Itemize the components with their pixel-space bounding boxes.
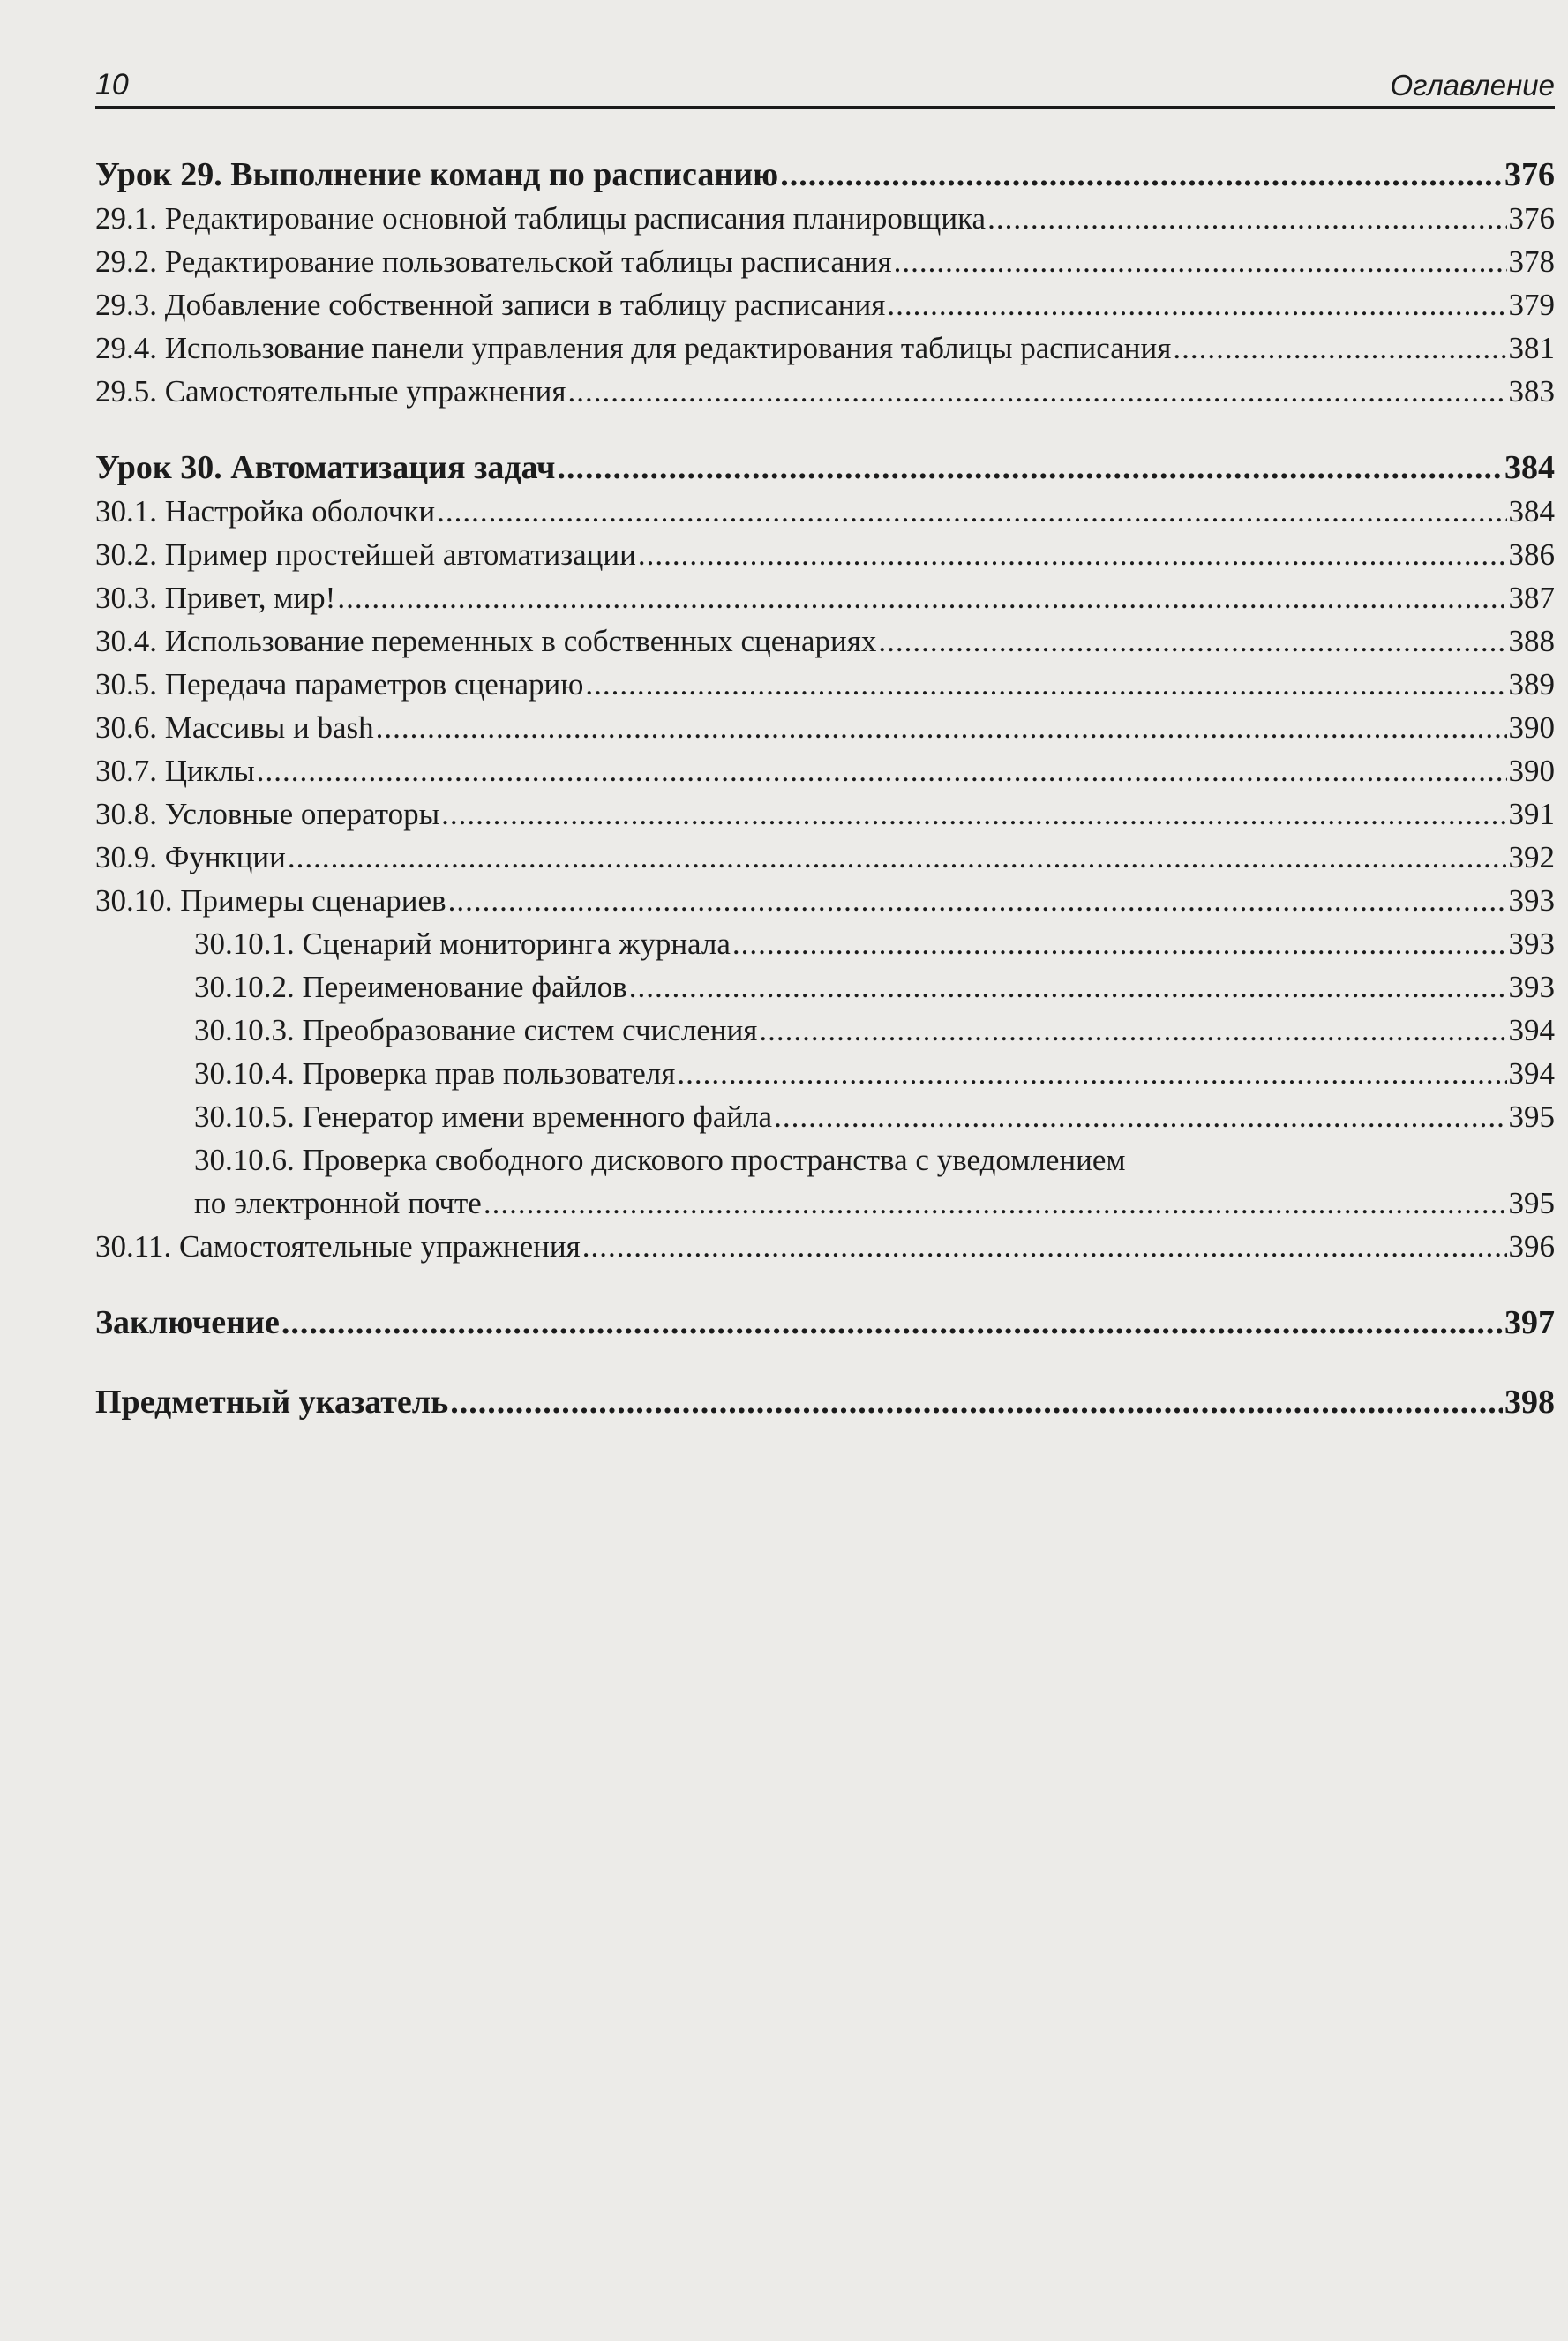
toc-entry-page: 376 [1504, 156, 1555, 193]
leader-dots [638, 536, 1507, 574]
toc-entry-page: 386 [1508, 537, 1555, 572]
toc-entry-page: 390 [1508, 710, 1555, 745]
leader-dots [568, 372, 1507, 411]
toc-entry-29-3[interactable] [95, 286, 1555, 325]
leader-dots [887, 286, 1506, 325]
toc-entry-page: 381 [1508, 331, 1555, 365]
leader-dots [780, 155, 1503, 194]
toc-entry-title: Заключение [95, 1304, 280, 1341]
toc-entry-30-11[interactable] [95, 1227, 1555, 1266]
toc-entry-page: 392 [1508, 840, 1555, 874]
toc-conclusion[interactable] [95, 1303, 1555, 1342]
leader-dots [774, 1098, 1506, 1137]
toc-entry-29-2[interactable] [95, 243, 1555, 281]
toc-entry-page: 387 [1508, 581, 1555, 615]
leader-dots [484, 1184, 1507, 1223]
toc-entry-page: 383 [1508, 374, 1555, 409]
toc-entry-page: 379 [1508, 288, 1555, 322]
toc-entry-title: 30.4. Использование переменных в собственных сценариях [95, 624, 877, 658]
toc-entry-30-10-3[interactable] [194, 1011, 1555, 1050]
toc-entry-title: 29.4. Использование панели управления для редактирования таблицы расписания [95, 331, 1172, 365]
page-header [95, 55, 1555, 109]
toc-entry-title: 29.5. Самостоятельные упражнения [95, 374, 566, 409]
leader-dots [448, 882, 1507, 920]
toc-entry-title: 30.8. Условные операторы [95, 797, 440, 831]
toc-subject-index[interactable] [95, 1383, 1555, 1422]
toc-entry-page: 378 [1508, 244, 1555, 279]
leader-dots [337, 579, 1506, 618]
toc-entry-30-7[interactable] [95, 752, 1555, 791]
toc-entry-page: 398 [1504, 1384, 1555, 1421]
toc-entry-29-5[interactable] [95, 372, 1555, 411]
leader-dots [437, 492, 1506, 531]
toc-entry-page: 396 [1508, 1229, 1555, 1264]
toc-entry-30-8[interactable] [95, 795, 1555, 834]
running-title: Оглавление [1390, 69, 1555, 101]
toc-entry-title: Урок 30. Автоматизация задач [95, 449, 556, 486]
leader-dots [585, 665, 1506, 704]
toc-entry-30-1[interactable] [95, 492, 1555, 531]
toc-entry-30-2[interactable] [95, 536, 1555, 574]
toc-entry-page: 390 [1508, 754, 1555, 788]
toc-entry-30-9[interactable] [95, 838, 1555, 877]
toc-entry-page: 384 [1504, 449, 1555, 486]
leader-dots [441, 795, 1506, 834]
toc-entry-title: 30.10.4. Проверка прав пользователя [194, 1056, 676, 1091]
toc-entry-title: 30.10.3. Преобразование систем счисления [194, 1013, 758, 1047]
leader-dots [376, 709, 1507, 747]
leader-dots [257, 752, 1507, 791]
toc-entry-page: 393 [1508, 883, 1555, 918]
toc-entry-29-4[interactable] [95, 329, 1555, 368]
toc-entry-30-5[interactable] [95, 665, 1555, 704]
toc-entry-page: 389 [1508, 667, 1555, 702]
toc-entry-29-1[interactable] [95, 199, 1555, 238]
toc-entry-title: 29.3. Добавление собственной записи в таблицу расписания [95, 288, 886, 322]
leader-dots [281, 1303, 1503, 1342]
toc-entry-page: 397 [1504, 1304, 1555, 1341]
leader-dots [759, 1011, 1506, 1050]
toc-entry-30-3[interactable] [95, 579, 1555, 618]
toc-entry-30-6[interactable] [95, 709, 1555, 747]
leader-dots [732, 925, 1507, 964]
leader-dots [677, 1054, 1506, 1093]
toc-entry-title: 30.6. Массивы и bash [95, 710, 374, 745]
leader-dots [1173, 329, 1506, 368]
toc-entry-page: 394 [1508, 1056, 1555, 1091]
toc-entry-title: 30.9. Функции [95, 840, 286, 874]
toc-entry-page: 384 [1508, 494, 1555, 529]
toc-entry-title: 30.11. Самостоятельные упражнения [95, 1229, 581, 1264]
leader-dots [450, 1383, 1503, 1422]
toc-entry-title: 30.5. Передача параметров сценарию [95, 667, 584, 702]
toc-lesson-30[interactable] [95, 448, 1555, 487]
toc-entry-30-10-6-line1[interactable]: 30.10.6. Проверка свободного дискового пространства с уведомлением [194, 1143, 1126, 1177]
toc-entry-page: 395 [1508, 1186, 1555, 1220]
toc-entry-title: Урок 29. Выполнение команд по расписанию [95, 156, 779, 193]
toc-entry-title: 29.2. Редактирование пользовательской таблицы расписания [95, 244, 892, 279]
toc-entry-page: 395 [1508, 1099, 1555, 1134]
toc-entry-title: 30.10. Примеры сценариев [95, 883, 446, 918]
leader-dots [987, 199, 1506, 238]
toc-entry-title: 30.1. Настройка оболочки [95, 494, 436, 529]
toc-entry-30-4[interactable] [95, 622, 1555, 661]
toc-entry-page: 391 [1508, 797, 1555, 831]
toc-entry-30-10-6[interactable] [194, 1184, 1555, 1223]
toc-entry-30-10-2[interactable] [194, 968, 1555, 1007]
toc-entry-30-10-4[interactable] [194, 1054, 1555, 1093]
leader-dots [582, 1227, 1507, 1266]
toc-entry-30-10[interactable] [95, 882, 1555, 920]
toc-entry-title: по электронной почте [194, 1186, 482, 1220]
toc-entry-page: 393 [1508, 927, 1555, 961]
toc-entry-title: 30.10.2. Переименование файлов [194, 970, 627, 1004]
toc-entry-30-10-1[interactable] [194, 925, 1555, 964]
leader-dots [894, 243, 1507, 281]
toc-entry-page: 393 [1508, 970, 1555, 1004]
toc-entry-title: 30.7. Циклы [95, 754, 255, 788]
toc-entry-title: 30.3. Привет, мир! [95, 581, 336, 615]
toc-entry-page: 394 [1508, 1013, 1555, 1047]
page-number: 10 [95, 68, 129, 101]
toc-entry-30-10-5[interactable] [194, 1098, 1555, 1137]
toc-entry-title: 30.10.1. Сценарий мониторинга журнала [194, 927, 731, 961]
toc-entry-title: Предметный указатель [95, 1384, 449, 1421]
toc-entry-title: 30.10.5. Генератор имени временного файла [194, 1099, 773, 1134]
toc-entry-page: 376 [1508, 201, 1555, 236]
leader-dots [878, 622, 1506, 661]
toc-entry-page: 388 [1508, 624, 1555, 658]
leader-dots [288, 838, 1507, 877]
toc-entry-title: 30.2. Пример простейшей автоматизации [95, 537, 636, 572]
leader-dots [629, 968, 1507, 1007]
leader-dots [557, 448, 1503, 487]
toc-entry-title: 29.1. Редактирование основной таблицы расписания планировщика [95, 201, 987, 236]
toc-lesson-29[interactable] [95, 155, 1555, 194]
